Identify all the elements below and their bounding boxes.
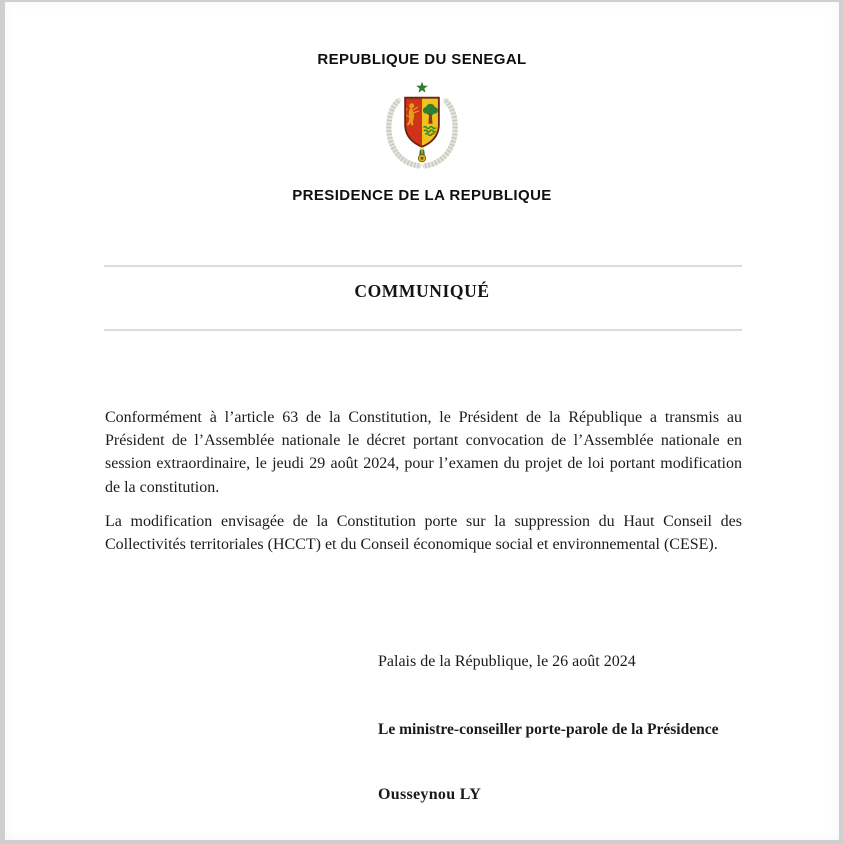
paragraph-1: Conformément à l’article 63 de la Constitution, le Président de la République a transmis au Président de l’Assemblée nationale le décret portant convocation de l’Assemblée nationale en session extraordinaire, le jeudi 29 août 2024, pour l’examen du projet de loi portant modification de la constitution. (105, 409, 742, 496)
divider-top (104, 265, 742, 267)
star-icon (416, 82, 428, 93)
document-page (5, 2, 839, 840)
signatory-name: Ousseynou LY (378, 786, 482, 803)
country-title: REPUBLIQUE DU SENEGAL (317, 51, 527, 68)
senegal-coat-of-arms-icon (376, 76, 468, 173)
paragraph-2: La modification envisagée de la Constitution porte sur la suppression du Haut Conseil des Collectivités territoriales (HCCT) et du Conseil économique social et environnemental (CESE). (105, 512, 742, 554)
signatory-role: Le ministre-conseiller porte-parole de la Présidence (378, 721, 719, 738)
document-body (105, 406, 742, 556)
shield (405, 98, 439, 147)
place-and-date: Palais de la République, le 26 août 2024 (378, 653, 636, 670)
divider-bottom (104, 329, 742, 331)
institution-title: PRESIDENCE DE LA REPUBLIQUE (292, 187, 552, 204)
medal-icon (418, 147, 425, 161)
document-title: COMMUNIQUÉ (354, 281, 490, 301)
signature-block (378, 653, 719, 804)
